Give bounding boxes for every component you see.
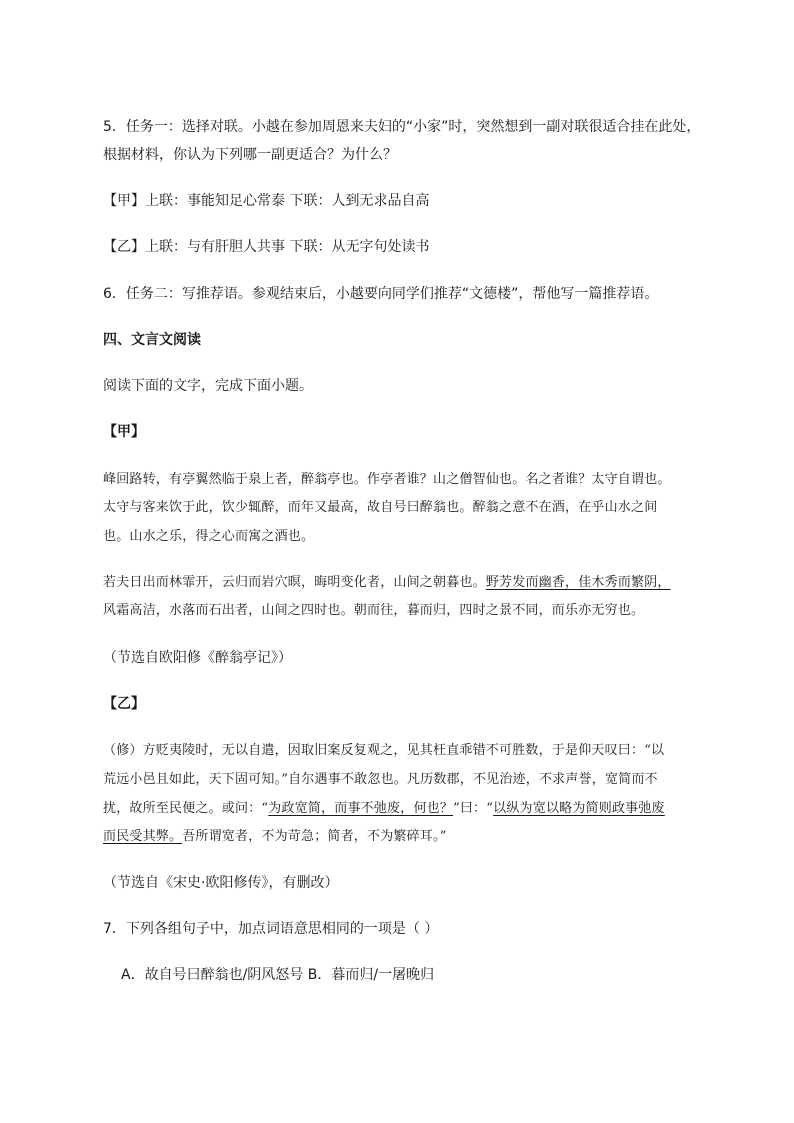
passage-a-line <box>103 573 671 593</box>
section-instruction: 阅读下面的文字，完成下面小题。 <box>103 378 313 394</box>
section-heading: 四、文言文阅读 <box>103 332 201 348</box>
q7-options: A．故自号曰醉翁也/阴风怒号 B．暮而归/一屠晚归 <box>121 967 435 983</box>
q5-stem-line2: 根据材料，你认为下列哪一副更适合？为什么？ <box>103 147 397 163</box>
passage-b-line: 荒远小邑且如此，天下固可知。”自尔遇事不敢忽也。凡历数郡，不见治迹，不求声誉，宽简而不 <box>103 772 658 787</box>
passage-b-source: （节选自《宋史·欧阳修传》，有删改） <box>103 875 339 891</box>
passage-b-label: 【乙】 <box>103 696 145 712</box>
passage-a-source: （节选自欧阳修《醉翁亭记》） <box>103 650 292 666</box>
passage-a-text: 若夫日出而林霏开，云归而岩穴暝，晦明变化者，山间之朝暮也。 <box>103 575 486 590</box>
passage-a-line: 也。山水之乐，得之心而寓之酒也。 <box>103 529 315 544</box>
q5-option-b: 【乙】上联：与有肝胆人共事 下联：从无字句处读书 <box>103 239 430 255</box>
passage-b-text: ”曰：“ <box>453 801 494 816</box>
passage-a-line: 峰回路转，有亭翼然临于泉上者，醉翁亭也。作亭者谁？山之僧智仙也。名之者谁？太守自谓也。 <box>103 472 671 487</box>
underlined-answer-cont: 而民受其弊。 <box>103 829 183 844</box>
passage-b-text: 扰，故所至民便之。或问：“ <box>103 801 269 816</box>
q5-option-a: 【甲】上联：事能知足心常泰 下联：人到无求品自高 <box>103 193 430 209</box>
passage-b-line: （修）方贬夷陵时，无以自遣，因取旧案反复观之，见其枉直乖错不可胜数，于是仰天叹曰：“以 <box>103 743 665 758</box>
underlined-answer: 以纵为宽以略为简则政事弛废 <box>493 801 665 816</box>
passage-a-label: 【甲】 <box>103 424 145 440</box>
underlined-question: 为政宽简，而事不弛废，何也？ <box>268 801 454 816</box>
passage-a-line: 风霜高洁，水落而石出者，山间之四时也。朝而往，暮而归，四时之景不同，而乐亦无穷也。 <box>103 603 645 618</box>
underlined-sentence: 野芳发而幽香，佳木秀而繁阴， <box>485 575 671 590</box>
passage-a-line: 太守与客来饮于此，饮少辄醉，而年又最高，故自号曰醉翁也。醉翁之意不在酒，在乎山水之间 <box>103 500 658 515</box>
passage-b-text: 吾所谓宽者，不为苛急；简者，不为繁碎耳。” <box>182 829 447 844</box>
q5-stem-line1: 5．任务一：选择对联。小越在参加周恩来夫妇的“小家”时，突然想到一副对联很适合挂在此处， <box>103 119 701 135</box>
passage-b-line <box>103 799 665 819</box>
passage-b-line <box>103 827 447 847</box>
q7-stem: 7．下列各组句子中，加点词语意思相同的一项是（ ） <box>103 921 439 937</box>
q6-stem: 6．任务二：写推荐语。参观结束后，小越要向同学们推荐“文德楼”，帮他写一篇推荐语。 <box>103 286 659 302</box>
